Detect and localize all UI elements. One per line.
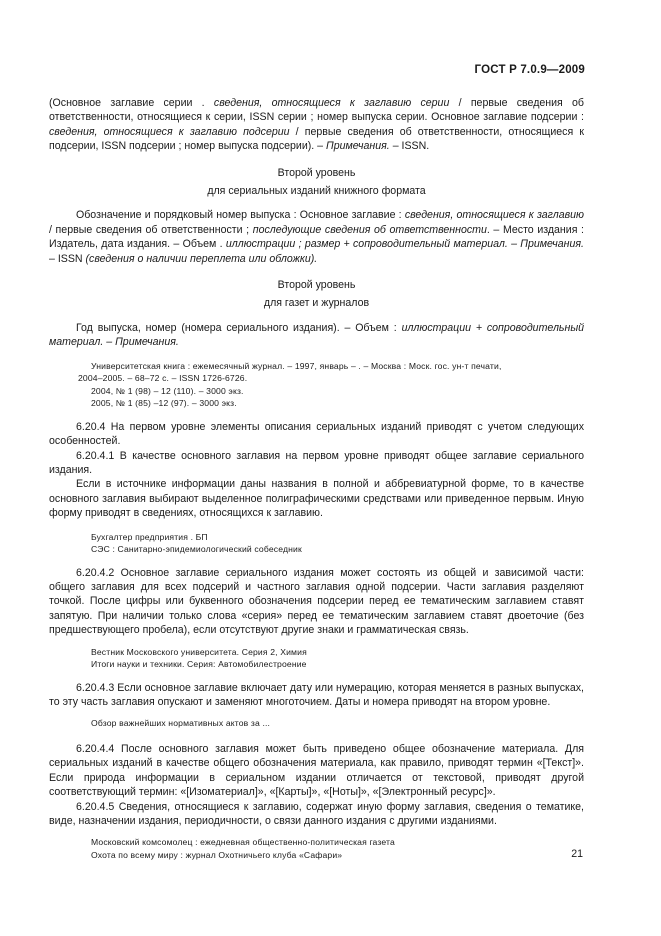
italic-run: сведения, относящиеся к заглавию подсерии: [49, 125, 290, 138]
example-subseries: [91, 646, 584, 671]
example-university-book: [78, 360, 584, 410]
example-line: Охота по всему миру : журнал Охотничьего клуба «Сафари»: [91, 849, 343, 860]
level2-book-heading: Второй уровень: [277, 166, 356, 179]
text-run: / первые сведения об ответственности, относящиеся к подсерии, ISSN подсерии ; номер выпуска подсерии). –: [49, 125, 584, 153]
level2-news-subheading: для газет и журналов: [263, 297, 370, 310]
example-line: СЭС : Санитарно-эпидемиологический собеседник: [91, 544, 302, 555]
level2-book-subheading: для сериальных изданий книжного формата: [207, 185, 426, 198]
italic-run: иллюстрации ; размер + сопроводительный материал. – Примечания.: [225, 238, 585, 251]
text-run: / первые сведения об ответственности ;: [49, 223, 253, 236]
example-line: Итоги науки и техники. Серия: Автомобилестроение: [91, 659, 307, 670]
text-run: Обозначение и порядковый номер выпуска : Основное заглавие :: [76, 209, 405, 222]
italic-run: Примечания.: [326, 140, 390, 153]
section-6-20-4-1-continued: Если в источнике информации даны названия в полной и аббревиатурной форме, то в качестве основного заглавия выбирают выделенное полиграфическими средствами или приведенное первым. Иную форму приводят в сведениях, относящихся к заглавию.: [49, 478, 584, 520]
example-line: 2004, № 1 (98) – 12 (110). – 3000 экз.: [91, 385, 244, 396]
example-line: Бухгалтер предприятия . БП: [91, 531, 208, 542]
text-run: Год выпуска, номер (номера сериального издания). – Объем :: [76, 321, 402, 334]
example-line: Обзор важнейших нормативных актов за ...: [91, 718, 271, 729]
example-abbreviations: [91, 531, 584, 556]
example-line: 2005, № 1 (85) –12 (97). – 3000 экз.: [91, 398, 237, 409]
section-6-20-4-3: 6.20.4.3 Если основное заглавие включает дату или нумерацию, которая меняется в разных выпусках, то эту часть заглавия опускают и заменяют многоточием. Даты и номера приводят на втором уровне.: [49, 681, 584, 708]
document-body: [49, 96, 584, 861]
book-format-paragraph: [49, 208, 584, 266]
section-6-20-4: 6.20.4 На первом уровне элементы описания сериальных изданий приводят с учетом следующих особенностей.: [49, 420, 584, 448]
italic-run: последующие сведения об ответственности: [252, 223, 487, 236]
italic-run: иллюстрации + сопроводительный материал. – Примечания.: [49, 321, 585, 349]
example-line: Вестник Московского университета. Серия 2, Химия: [91, 646, 307, 657]
text-run: – ISSN.: [389, 140, 430, 153]
example-line: Университетская книга : ежемесячный журнал. – 1997, январь – . – Москва : Моск. гос. ун-т печати,: [91, 360, 502, 371]
example-title-info: [91, 836, 584, 861]
section-6-20-4-4: 6.20.4.4 После основного заглавия может быть приведено общее обозначение материала. Для сериальных изданий в качестве общего обозначения материала, как правило, приводят термин «[Текст]». Если природа информации в сериальном издании отличается от текстовой, приводят другой соответствующий термин: «[Изоматериал]», «[Карты]», «[Ноты]», «[Электронный ресурс]».: [49, 742, 584, 799]
text-run: – ISSN: [49, 252, 86, 265]
page-number: 21: [571, 848, 583, 860]
section-6-20-4-5: 6.20.4.5 Сведения, относящиеся к заглавию, содержат иную форму заглавия, сведения о тематике, виде, назначении издания, периодичности, о связи данного издания с другими изданиями.: [49, 800, 584, 827]
text-run: (Основное заглавие серии .: [49, 97, 214, 109]
example-line: 2004–2005. – 68–72 с. – ISSN 1726-6726.: [78, 373, 248, 384]
news-format-paragraph: [49, 321, 584, 350]
level2-news-heading: Второй уровень: [277, 279, 356, 292]
example-line: Московский комсомолец : ежедневная общественно-политическая газета: [91, 837, 395, 848]
example-ellipsis: [91, 717, 584, 730]
italic-run: (сведения о наличии переплета или обложки).: [85, 252, 318, 265]
text-run: / первые сведения об ответственности, относящиеся к серии, ISSN серии ; номер выпуска серии. Основное заглавие подсерии :: [49, 97, 585, 124]
italic-run: сведения, относящиеся к заглавию: [404, 209, 584, 222]
text-run: . – Место издания : Издатель, дата издания. – Объем .: [49, 223, 584, 251]
standard-header: ГОСТ Р 7.0.9—2009: [474, 64, 585, 76]
italic-run: сведения, относящиеся к заглавию серии: [213, 97, 450, 109]
section-6-20-4-1: 6.20.4.1 В качестве основного заглавия на первом уровне приводят общее заглавие сериального издания.: [49, 449, 584, 476]
intro-paragraph: [49, 96, 584, 154]
section-6-20-4-2: 6.20.4.2 Основное заглавие сериального издания может состоять из общей и зависимой части: общего заглавия для всех подсерий и частного заглавия одной подсерии. Части заглавия разделяют точкой. После цифры или буквенного обозначения подсерии перед ее тематическим заглавием ставят запятую. При наличии только слова «серия» перед ее тематическим заглавием ставят двоеточие (без предшествующего пробела), если отсутствуют другие знаки и грамматическая связь.: [49, 566, 584, 637]
